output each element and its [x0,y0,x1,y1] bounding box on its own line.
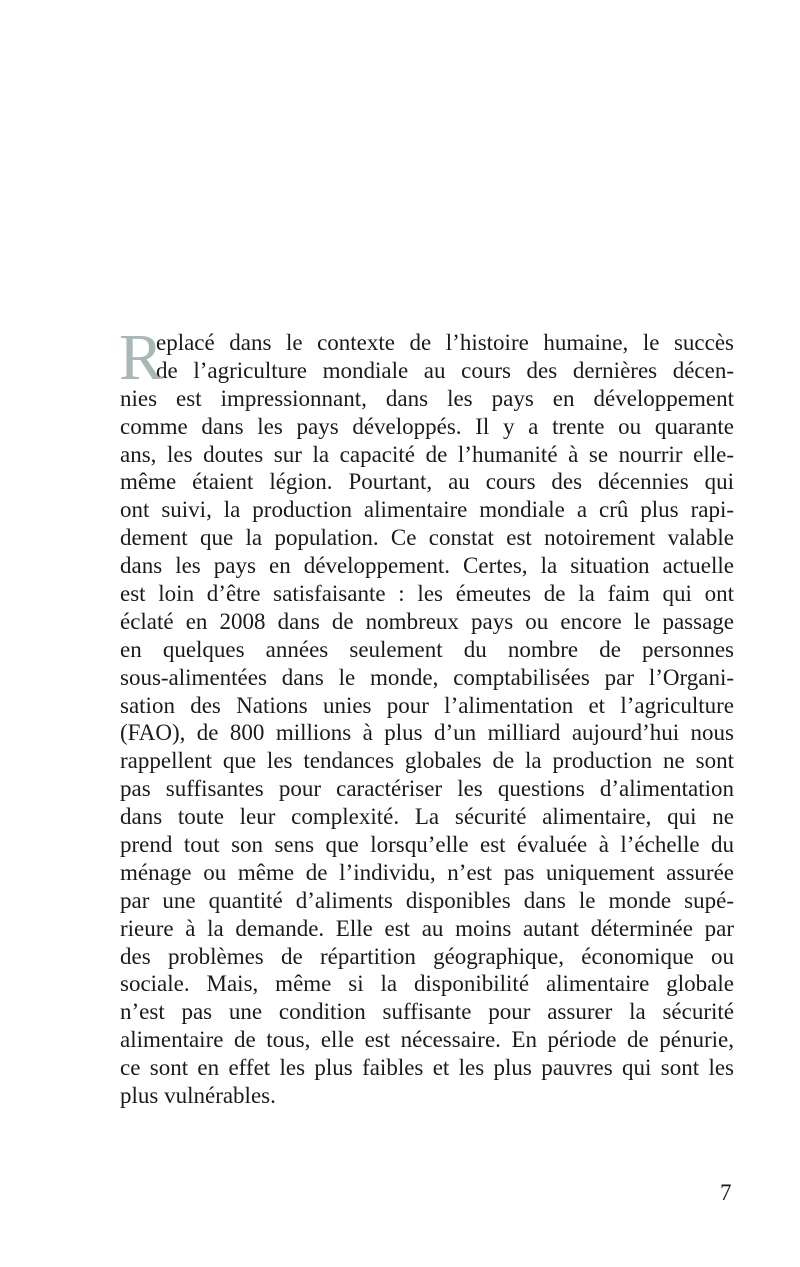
text-line: ce sont en effet les plus faibles et les plus pauvres qui sont les [120,1055,734,1081]
text-line: éclaté en 2008 dans de nombreux pays ou encore le passage [120,608,734,634]
text-line: dans toute leur complexité. La sécurité alimentaire, qui ne [120,804,734,830]
text-line: ont suivi, la production alimentaire mondiale a crû plus rapi- [120,497,734,523]
text-line: des problèmes de répartition géographique, économique ou [120,943,734,969]
text-line: même étaient légion. Pourtant, au cours des décennies qui [120,469,734,495]
text-line: nies est impressionnant, dans les pays en développement [120,385,734,411]
text-line: est loin d’être satisfaisante : les émeutes de la faim qui ont [120,581,734,607]
text-line: de l’agriculture mondiale au cours des dernières décen- [156,357,734,383]
text-line: dement que la population. Ce constat est notoirement valable [120,525,734,551]
text-line: sous-alimentées dans le monde, comptabilisées par l’Organi- [120,664,734,690]
text-line: eplacé dans le contexte de l’histoire humaine, le succès [156,330,734,355]
text-line: sation des Nations unies pour l’alimentation et l’agriculture [120,692,734,718]
text-line: en quelques années seulement du nombre de personnes [120,636,734,662]
text-line: comme dans les pays développés. Il y a trente ou quarante [120,413,734,439]
text-line: rappellent que les tendances globales de la production ne sont [120,748,734,774]
page-number: 7 [720,1180,732,1205]
text-line: ans, les doutes sur la capacité de l’humanité à se nourrir elle- [120,441,734,467]
drop-cap: R [119,321,164,394]
body-paragraph [119,321,734,1110]
text-line: pas suffisantes pour caractériser les questions d’alimentation [120,776,734,802]
text-line: rieure à la demande. Elle est au moins autant déterminée par [120,915,734,941]
text-line: alimentaire de tous, elle est nécessaire. En période de pénurie, [120,1027,734,1053]
text-line: ménage ou même de l’individu, n’est pas uniquement assurée [120,859,734,885]
text-line: plus vulnérables. [120,1083,276,1109]
text-line: prend tout son sens que lorsqu’elle est évaluée à l’échelle du [120,832,734,858]
text-line: sociale. Mais, même si la disponibilité alimentaire globale [120,971,734,997]
text-line: par une quantité d’aliments disponibles dans le monde supé- [120,887,734,913]
text-line: dans les pays en développement. Certes, la situation actuelle [120,553,734,579]
text-line: n’est pas une condition suffisante pour assurer la sécurité [120,999,734,1025]
text-line: (FAO), de 800 millions à plus d’un milliard aujourd’hui nous [120,720,734,746]
